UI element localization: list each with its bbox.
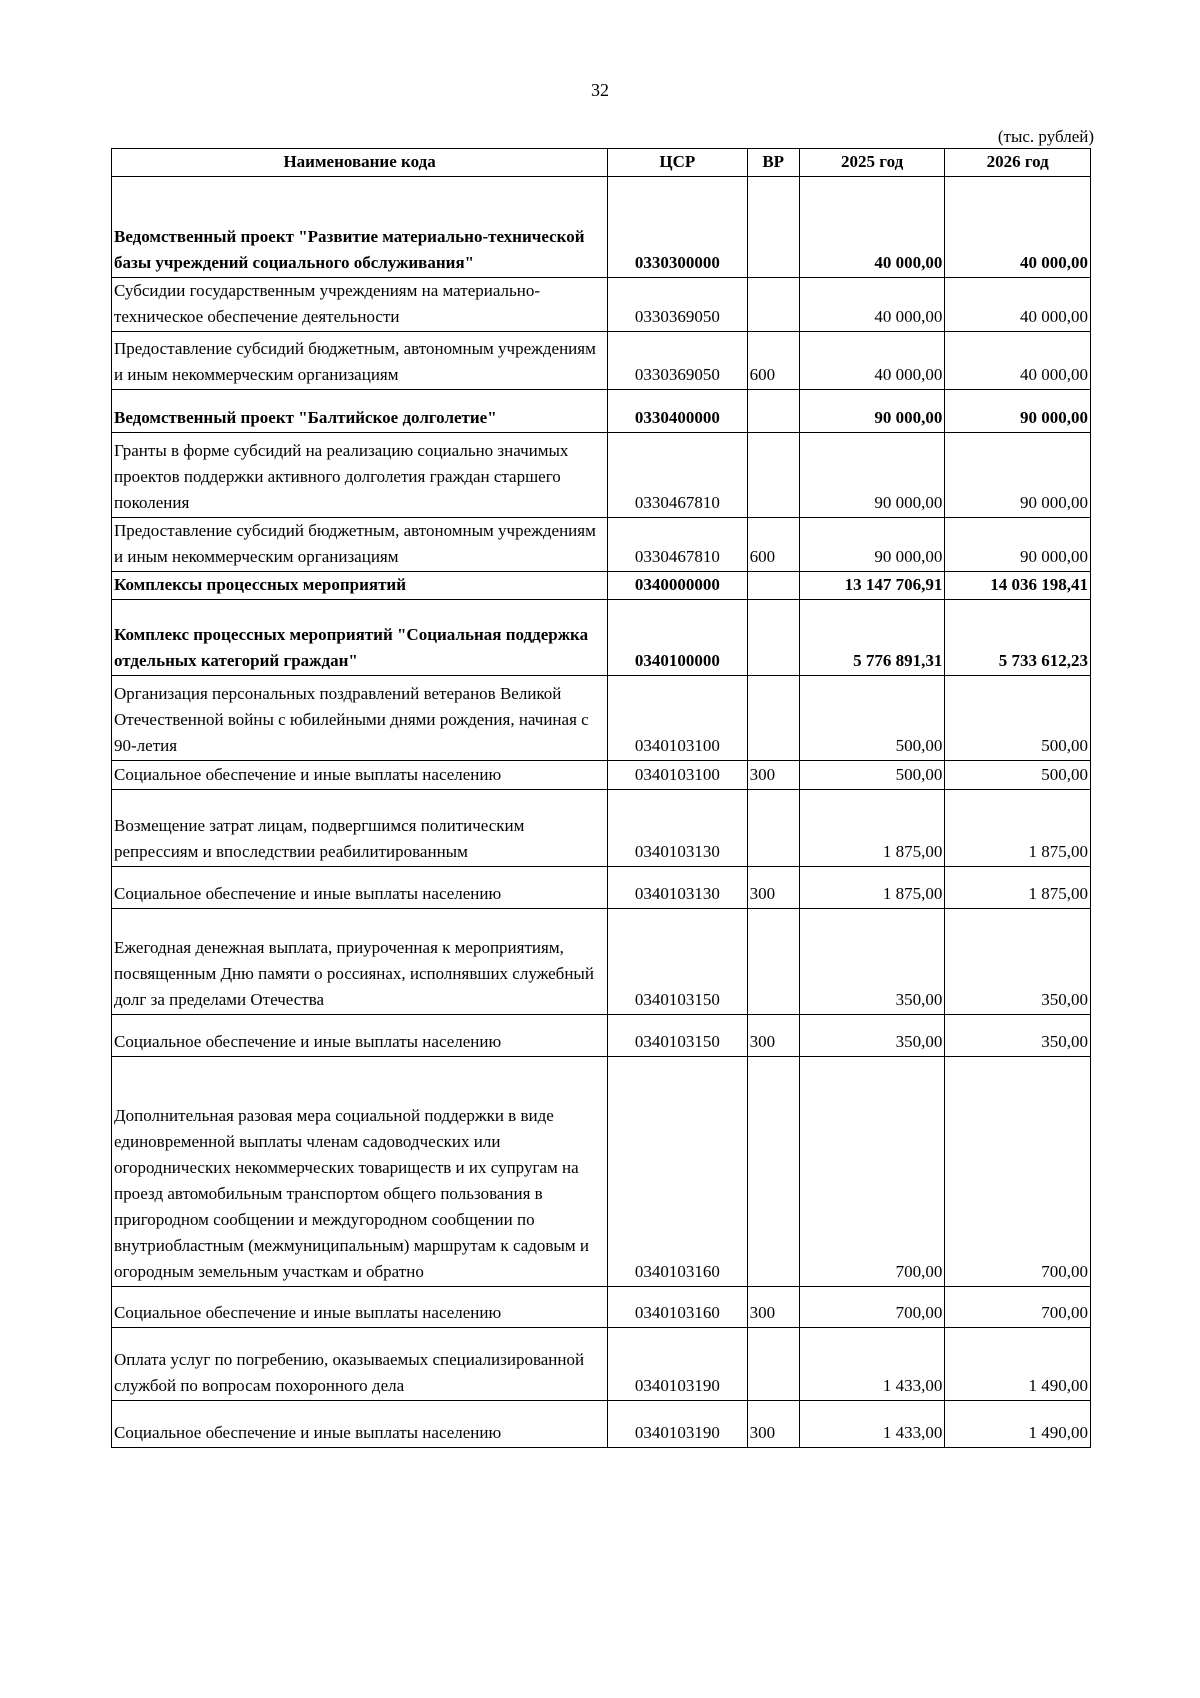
row-amount-2025: 700,00 [799, 1287, 945, 1328]
header-row [112, 149, 1091, 177]
row-name: Комплекс процессных мероприятий "Социальная поддержка отдельных категорий граждан" [112, 600, 608, 676]
header-name: Наименование кода [112, 149, 608, 177]
table-row [112, 177, 1091, 278]
row-csr: 0340103150 [608, 909, 747, 1015]
row-amount-2026: 90 000,00 [945, 390, 1091, 433]
row-vr [747, 1057, 799, 1287]
row-vr [747, 572, 799, 600]
row-csr: 0340103190 [608, 1328, 747, 1401]
row-amount-2025: 1 875,00 [799, 790, 945, 867]
row-amount-2026: 700,00 [945, 1057, 1091, 1287]
row-name: Субсидии государственным учреждениям на материально-техническое обеспечение деятельности [112, 278, 608, 332]
row-vr: 300 [747, 1287, 799, 1328]
table-row [112, 332, 1091, 390]
row-amount-2025: 40 000,00 [799, 332, 945, 390]
table-row [112, 1328, 1091, 1401]
row-amount-2026: 350,00 [945, 1015, 1091, 1057]
row-csr: 0330369050 [608, 332, 747, 390]
row-amount-2025: 500,00 [799, 761, 945, 790]
table-row [112, 433, 1091, 518]
row-csr: 0330467810 [608, 518, 747, 572]
header-2025: 2025 год [799, 149, 945, 177]
row-vr: 300 [747, 1401, 799, 1448]
row-name: Социальное обеспечение и иные выплаты населению [112, 1287, 608, 1328]
row-amount-2026: 5 733 612,23 [945, 600, 1091, 676]
unit-note: (тыс. рублей) [997, 127, 1094, 146]
row-vr: 300 [747, 1015, 799, 1057]
row-amount-2025: 13 147 706,91 [799, 572, 945, 600]
row-name: Социальное обеспечение и иные выплаты населению [112, 1401, 608, 1448]
row-amount-2025: 90 000,00 [799, 518, 945, 572]
row-name: Гранты в форме субсидий на реализацию социально значимых проектов поддержки активного долголетия граждан старшего поколения [112, 433, 608, 518]
row-csr: 0340103100 [608, 761, 747, 790]
row-name: Организация персональных поздравлений ветеранов Великой Отечественной войны с юбилейными днями рождения, начиная с 90-летия [112, 676, 608, 761]
row-vr: 600 [747, 332, 799, 390]
row-vr [747, 433, 799, 518]
row-amount-2025: 700,00 [799, 1057, 945, 1287]
row-csr: 0340100000 [608, 600, 747, 676]
row-amount-2025: 40 000,00 [799, 177, 945, 278]
row-csr: 0330300000 [608, 177, 747, 278]
table-row [112, 572, 1091, 600]
table-row [112, 518, 1091, 572]
row-name: Социальное обеспечение и иные выплаты населению [112, 761, 608, 790]
row-amount-2026: 500,00 [945, 761, 1091, 790]
row-amount-2026: 500,00 [945, 676, 1091, 761]
row-amount-2025: 350,00 [799, 1015, 945, 1057]
row-amount-2026: 14 036 198,41 [945, 572, 1091, 600]
row-amount-2025: 1 433,00 [799, 1328, 945, 1401]
row-vr [747, 1328, 799, 1401]
row-csr: 0340103190 [608, 1401, 747, 1448]
table-row [112, 600, 1091, 676]
row-vr [747, 790, 799, 867]
row-vr [747, 676, 799, 761]
header-csr: ЦСР [608, 149, 747, 177]
table-row [112, 676, 1091, 761]
row-vr [747, 177, 799, 278]
row-csr: 0340103100 [608, 676, 747, 761]
row-amount-2025: 90 000,00 [799, 390, 945, 433]
row-amount-2025: 1 875,00 [799, 867, 945, 909]
budget-table [111, 148, 1091, 1448]
row-vr [747, 278, 799, 332]
row-name: Дополнительная разовая мера социальной поддержки в виде единовременной выплаты членам садоводческих или огороднических некоммерческих товариществ и их супругам на проезд автомобильным транспортом общего пользования в пригородном сообщении и междугородном сообщении по внутриобластным (межмуниципальным) маршрутам к садовым и огородным земельным участкам и обратно [112, 1057, 608, 1287]
row-vr: 300 [747, 761, 799, 790]
row-name: Оплата услуг по погребению, оказываемых специализированной службой по вопросам похоронного дела [112, 1328, 608, 1401]
row-name: Ведомственный проект "Балтийское долголетие" [112, 390, 608, 433]
table-row [112, 867, 1091, 909]
row-name: Предоставление субсидий бюджетным, автономным учреждениям и иным некоммерческим организациям [112, 332, 608, 390]
row-name: Ежегодная денежная выплата, приуроченная к мероприятиям, посвященным Дню памяти о россиянах, исполнявших служебный долг за пределами Отечества [112, 909, 608, 1015]
table-row [112, 761, 1091, 790]
table-row [112, 278, 1091, 332]
row-amount-2026: 1 875,00 [945, 790, 1091, 867]
row-vr: 300 [747, 867, 799, 909]
row-name: Комплексы процессных мероприятий [112, 572, 608, 600]
row-amount-2026: 700,00 [945, 1287, 1091, 1328]
row-amount-2025: 500,00 [799, 676, 945, 761]
row-amount-2026: 40 000,00 [945, 332, 1091, 390]
row-amount-2025: 40 000,00 [799, 278, 945, 332]
table-row [112, 1015, 1091, 1057]
header-vr: ВР [747, 149, 799, 177]
row-amount-2026: 90 000,00 [945, 433, 1091, 518]
row-amount-2026: 1 490,00 [945, 1328, 1091, 1401]
table-row [112, 909, 1091, 1015]
row-vr [747, 600, 799, 676]
row-amount-2026: 90 000,00 [945, 518, 1091, 572]
row-amount-2026: 40 000,00 [945, 278, 1091, 332]
row-amount-2026: 1 490,00 [945, 1401, 1091, 1448]
row-amount-2025: 90 000,00 [799, 433, 945, 518]
row-vr [747, 909, 799, 1015]
row-csr: 0330467810 [608, 433, 747, 518]
row-amount-2025: 5 776 891,31 [799, 600, 945, 676]
header-2026: 2026 год [945, 149, 1091, 177]
table-row [112, 390, 1091, 433]
row-amount-2026: 350,00 [945, 909, 1091, 1015]
row-csr: 0340103130 [608, 867, 747, 909]
table-row [112, 1401, 1091, 1448]
row-amount-2025: 350,00 [799, 909, 945, 1015]
row-csr: 0340103130 [608, 790, 747, 867]
row-vr [747, 390, 799, 433]
table-row [112, 1057, 1091, 1287]
row-csr: 0330369050 [608, 278, 747, 332]
row-amount-2026: 40 000,00 [945, 177, 1091, 278]
row-name: Социальное обеспечение и иные выплаты населению [112, 867, 608, 909]
row-name: Ведомственный проект "Развитие материально-технической базы учреждений социального обслуживания" [112, 177, 608, 278]
row-csr: 0330400000 [608, 390, 747, 433]
table-row [112, 790, 1091, 867]
row-csr: 0340103160 [608, 1057, 747, 1287]
row-vr: 600 [747, 518, 799, 572]
row-name: Возмещение затрат лицам, подвергшимся политическим репрессиям и впоследствии реабилитированным [112, 790, 608, 867]
row-name: Предоставление субсидий бюджетным, автономным учреждениям и иным некоммерческим организациям [112, 518, 608, 572]
row-amount-2025: 1 433,00 [799, 1401, 945, 1448]
row-amount-2026: 1 875,00 [945, 867, 1091, 909]
row-csr: 0340000000 [608, 572, 747, 600]
table-row [112, 1287, 1091, 1328]
page-number: 32 [591, 80, 609, 100]
row-name: Социальное обеспечение и иные выплаты населению [112, 1015, 608, 1057]
row-csr: 0340103150 [608, 1015, 747, 1057]
row-csr: 0340103160 [608, 1287, 747, 1328]
